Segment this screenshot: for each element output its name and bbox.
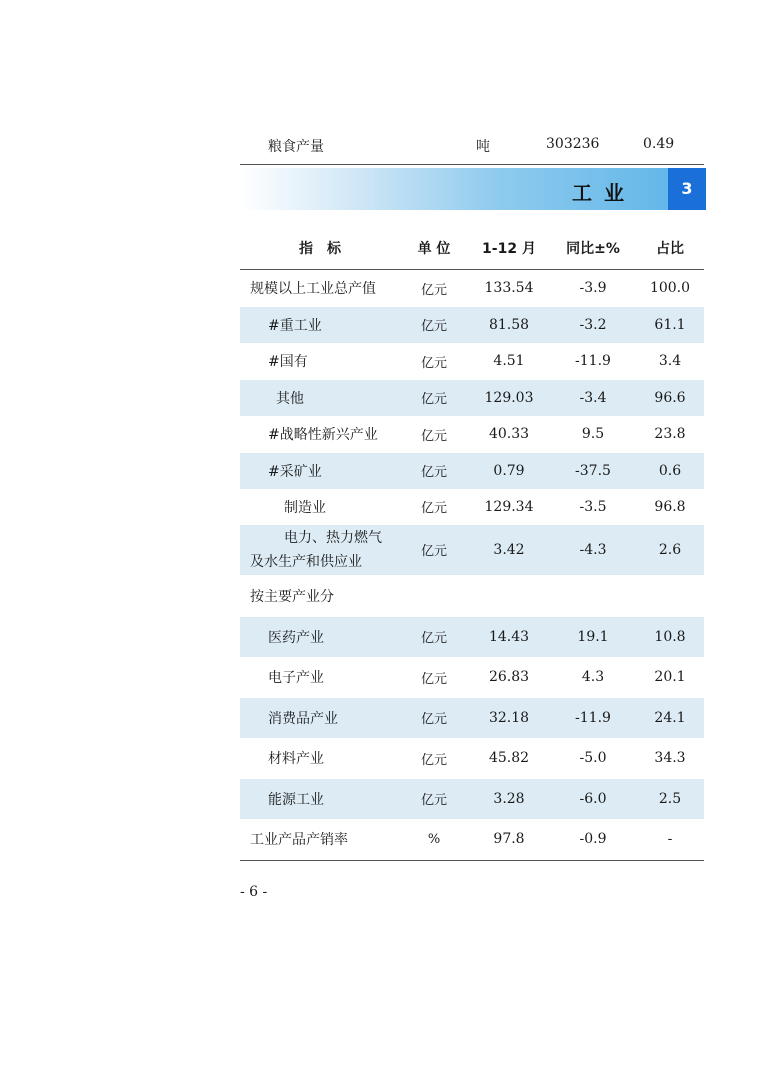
section-header-band xyxy=(240,168,706,210)
row-name xyxy=(240,525,400,575)
grain-output-value: 303236 xyxy=(546,136,600,152)
row-unit: 亿元 xyxy=(420,752,447,768)
page-number: - 6 - xyxy=(240,884,268,900)
table-row xyxy=(240,270,704,307)
row-value: 26.83 xyxy=(488,669,530,685)
row-share: 20.1 xyxy=(654,669,686,685)
row-share: 0.6 xyxy=(636,453,704,489)
grain-output-unit: 吨 xyxy=(476,139,490,155)
row-share: - xyxy=(636,819,704,861)
row-unit: 亿元 xyxy=(400,307,468,343)
row-share: 24.1 xyxy=(636,698,704,738)
table-row xyxy=(240,698,704,738)
table-row xyxy=(240,525,704,575)
row-name-line1: 电力、热力燃气 xyxy=(284,529,382,546)
row-yoy: -3.4 xyxy=(550,380,636,416)
row-yoy: -11.9 xyxy=(550,698,636,738)
table-row xyxy=(240,738,704,779)
row-yoy: -3.2 xyxy=(550,307,636,343)
table-row xyxy=(240,617,704,657)
row-value: 0.79 xyxy=(468,453,550,489)
row-unit: % xyxy=(400,819,468,861)
row-unit: 亿元 xyxy=(400,525,468,575)
row-value: 3.42 xyxy=(468,525,550,575)
table-row xyxy=(240,779,704,819)
row-share: 34.3 xyxy=(654,750,686,766)
row-value: 45.82 xyxy=(488,750,530,766)
row-share: 96.6 xyxy=(636,380,704,416)
row-share: 3.4 xyxy=(658,353,682,369)
header-period: 1-12 月 xyxy=(468,227,550,270)
row-yoy: -4.3 xyxy=(550,525,636,575)
row-value: 3.28 xyxy=(468,779,550,819)
row-share: 10.8 xyxy=(636,617,704,657)
group-heading-row xyxy=(240,575,704,617)
table-row xyxy=(240,343,704,380)
row-name: 医药产业 xyxy=(240,617,400,657)
row-yoy: -0.9 xyxy=(550,819,636,861)
table-row xyxy=(240,489,704,525)
row-value: 4.51 xyxy=(493,353,525,369)
row-value: 97.8 xyxy=(468,819,550,861)
row-name: 工业产品产销率 xyxy=(240,819,400,861)
table-header-row xyxy=(240,227,704,270)
row-unit: 亿元 xyxy=(420,355,447,371)
row-name: #国有 xyxy=(268,354,308,370)
header-share: 占比 xyxy=(636,227,704,270)
previous-table-last-row xyxy=(240,126,704,165)
row-value: 81.58 xyxy=(468,307,550,343)
grain-output-yoy: 0.49 xyxy=(643,136,675,152)
header-indicator: 指 标 xyxy=(240,227,400,270)
table-row xyxy=(240,657,704,698)
row-unit: 亿元 xyxy=(420,282,447,298)
row-name: 电子产业 xyxy=(268,670,324,686)
row-name: #重工业 xyxy=(240,307,400,343)
table-row xyxy=(240,307,704,343)
row-yoy: -11.9 xyxy=(575,353,611,369)
row-name: 其他 xyxy=(240,380,400,416)
grain-output-label: 粮食产量 xyxy=(268,139,324,155)
industry-table xyxy=(240,227,704,861)
row-share: 61.1 xyxy=(636,307,704,343)
row-value: 129.03 xyxy=(468,380,550,416)
group-heading: 按主要产业分 xyxy=(250,588,334,605)
row-share: 23.8 xyxy=(654,426,686,442)
row-value: 133.54 xyxy=(484,280,534,297)
row-name: 规模以上工业总产值 xyxy=(250,281,376,298)
row-unit: 亿元 xyxy=(400,779,468,819)
row-share: 100.0 xyxy=(649,280,691,297)
table-row xyxy=(240,416,704,453)
row-name: 能源工业 xyxy=(240,779,400,819)
row-unit: 亿元 xyxy=(400,698,468,738)
table-row xyxy=(240,380,704,416)
row-value: 32.18 xyxy=(468,698,550,738)
row-unit: 亿元 xyxy=(400,380,468,416)
row-name: #采矿业 xyxy=(240,453,400,489)
row-share: 96.8 xyxy=(654,498,686,515)
row-unit: 亿元 xyxy=(420,671,447,687)
row-unit: 亿元 xyxy=(420,501,447,516)
row-value: 14.43 xyxy=(468,617,550,657)
section-title: 工业 xyxy=(572,181,636,205)
row-yoy: -5.0 xyxy=(579,750,607,766)
row-name: 制造业 xyxy=(284,499,326,516)
header-unit: 单 位 xyxy=(400,227,468,270)
row-value: 40.33 xyxy=(488,426,530,442)
header-yoy: 同比±% xyxy=(550,227,636,270)
row-unit: 亿元 xyxy=(400,617,468,657)
table-row xyxy=(240,453,704,489)
table-row xyxy=(240,819,704,861)
row-unit: 亿元 xyxy=(420,428,447,444)
row-unit: 亿元 xyxy=(400,453,468,489)
row-yoy: 4.3 xyxy=(581,669,605,685)
row-share: 2.6 xyxy=(636,525,704,575)
row-share: 2.5 xyxy=(636,779,704,819)
section-number-badge: 3 xyxy=(668,168,706,210)
row-name: 材料产业 xyxy=(268,751,324,767)
row-yoy: -37.5 xyxy=(550,453,636,489)
row-name: #战略性新兴产业 xyxy=(268,427,378,443)
row-name-line2: 及水生产和供应业 xyxy=(250,553,362,570)
row-value: 129.34 xyxy=(484,498,534,515)
row-yoy: -3.9 xyxy=(579,280,607,297)
row-yoy: 9.5 xyxy=(581,426,605,442)
row-yoy: -6.0 xyxy=(550,779,636,819)
row-yoy: 19.1 xyxy=(550,617,636,657)
row-name: 消费品产业 xyxy=(240,698,400,738)
row-yoy: -3.5 xyxy=(579,498,607,515)
